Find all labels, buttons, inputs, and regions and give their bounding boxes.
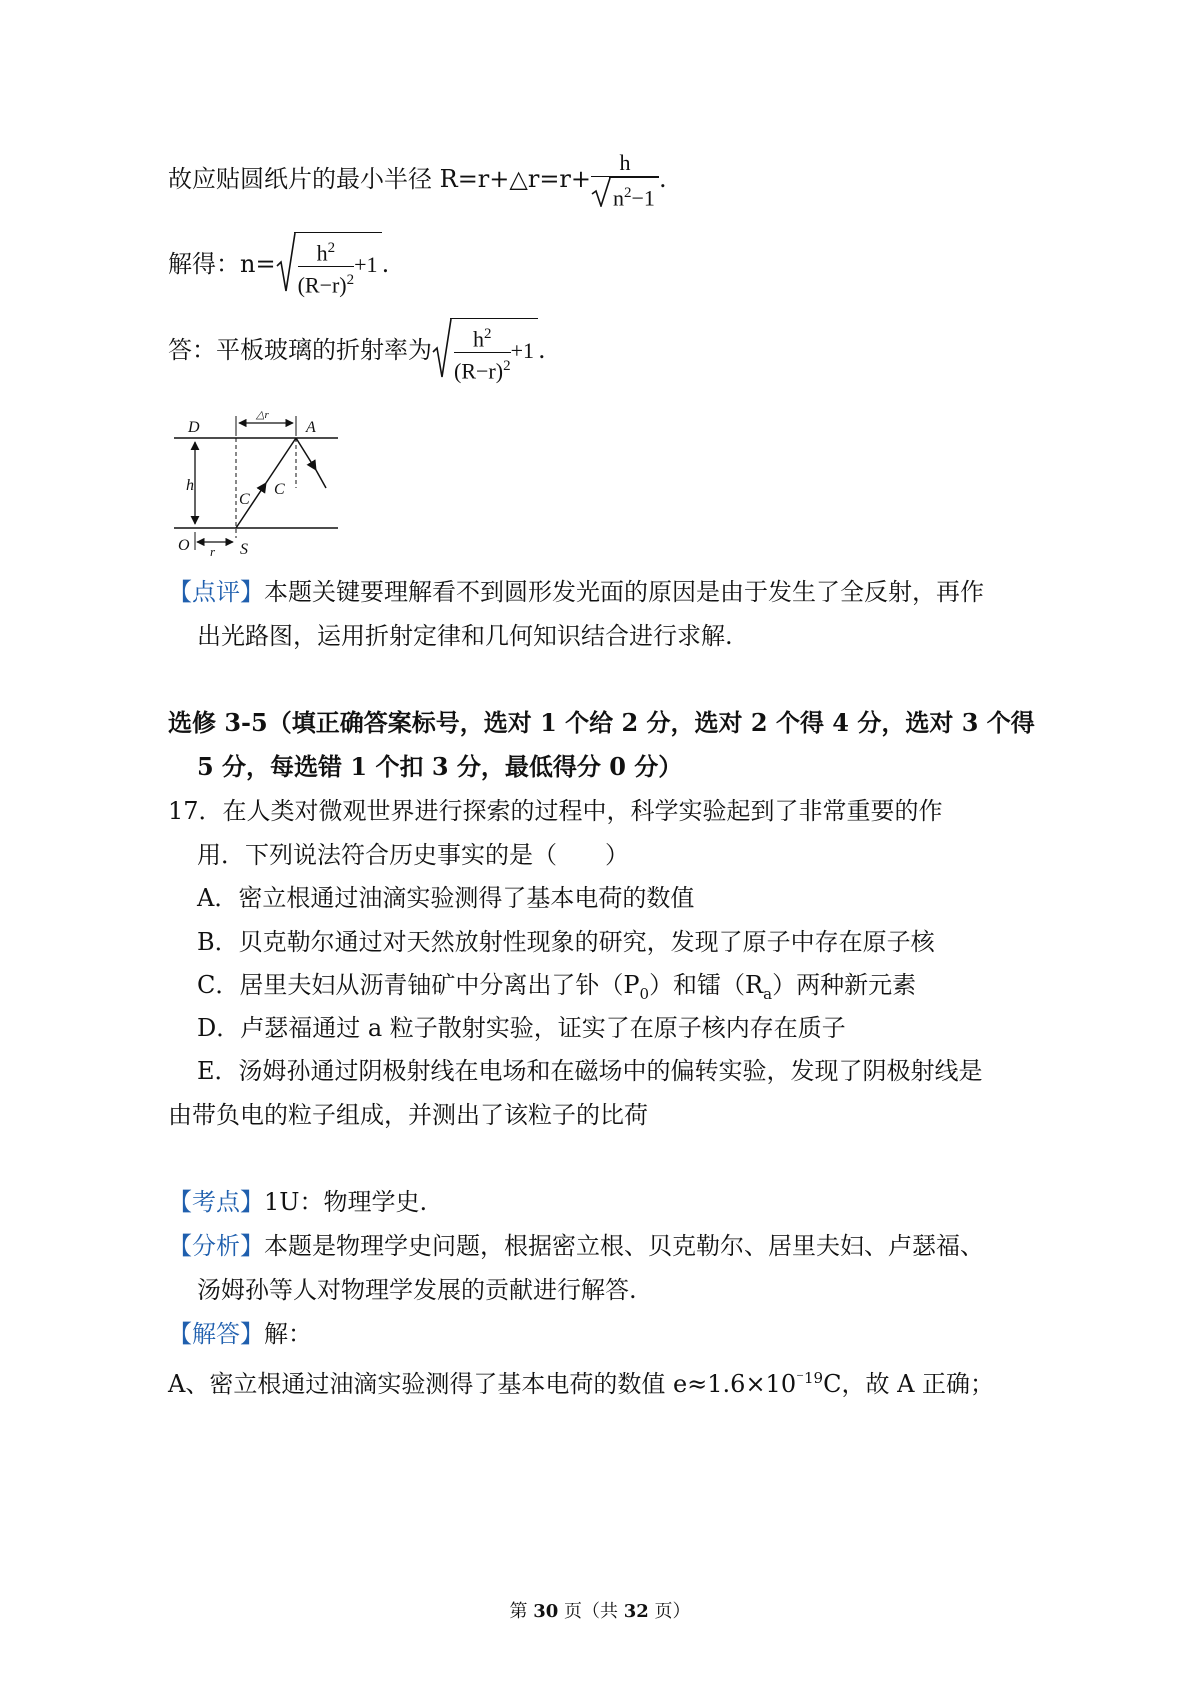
jieda-text: 解： [264, 1320, 312, 1348]
page-footer [0, 1600, 1200, 1624]
den-base: (R−r) [297, 272, 347, 298]
den-exp: 2 [624, 185, 632, 201]
fraction-denominator [591, 177, 659, 211]
kaodian-tag: 【考点】 [168, 1188, 264, 1216]
solve-text: 解得：n= [168, 249, 276, 278]
min-radius-line [168, 150, 667, 211]
den-exp: 2 [346, 272, 355, 289]
solve-line [168, 232, 389, 299]
comment-line-2 [197, 620, 733, 652]
sqrt-tail: +1 [510, 337, 534, 363]
fenxi-line-2 [197, 1274, 637, 1306]
subscript: 0 [639, 984, 650, 1003]
line-suffix: . [658, 165, 667, 194]
exponent: ⁻19 [796, 1369, 824, 1387]
fenxi-text-2: 汤姆孙等人对物理学发展的贡献进行解答. [197, 1276, 637, 1304]
section-header-2 [197, 751, 682, 783]
comment-text: 本题关键要理解看不到圆形发光面的原因是由于发生了全反射，再作 [264, 578, 984, 606]
label-delta-r: △r [256, 409, 269, 421]
fenxi-text: 本题是物理学史问题，根据密立根、贝克勒尔、居里夫妇、卢瑟福、 [264, 1232, 984, 1260]
den-base: (R−r) [454, 358, 504, 384]
fraction-numerator: h [591, 150, 659, 177]
fenxi-tag: 【分析】 [168, 1232, 264, 1260]
label-a: A [306, 419, 316, 436]
label-d: D [188, 419, 200, 436]
section-text: 选修 3-5（填正确答案标号，选对 1 个给 2 分，选对 2 个得 4 分，选对 3 个得 [168, 708, 1035, 737]
label-r: r [210, 544, 216, 558]
option-e-text: E．汤姆孙通过阴极射线在电场和在磁场中的偏转实验，发现了阴极射线是 [197, 1057, 983, 1085]
sqrt-sign-icon [432, 318, 452, 378]
option-d-text: D．卢瑟福通过 a 粒子散射实验，证实了在原子核内存在质子 [197, 1014, 846, 1042]
footer-pre: 第 [509, 1601, 534, 1622]
sqrt-expression [591, 177, 659, 211]
option-e-text-2: 由带负电的粒子组成，并测出了该粒子的比荷 [168, 1101, 648, 1129]
comment-text-2: 出光路图，运用折射定律和几何知识结合进行求解. [197, 622, 733, 650]
incident-ray-upper [266, 438, 296, 483]
index-fraction [454, 321, 511, 385]
num-exp: 2 [327, 240, 336, 256]
question-text: 17．在人类对微观世界进行探索的过程中，科学实验起到了非常重要的作 [168, 797, 943, 825]
option-a-text: A．密立根通过油滴实验测得了基本电荷的数值 [197, 884, 695, 912]
option-b-text: B．贝克勒尔通过对天然放射性现象的研究，发现了原子中存在原子核 [197, 928, 935, 956]
sqrt-sign-icon [276, 232, 296, 292]
label-s: S [240, 541, 248, 558]
option-c [197, 969, 916, 1010]
question-17-line-1 [168, 795, 943, 827]
sqrt-expression [432, 318, 538, 385]
footer-mid: 页（共 [558, 1601, 624, 1622]
kaodian-line [168, 1186, 427, 1218]
question-text-2: 用．下列说法符合历史事实的是（ ） [197, 841, 629, 869]
option-b [197, 926, 935, 958]
jieda-tag: 【解答】 [168, 1320, 264, 1348]
option-c-post: ）两种新元素 [772, 971, 917, 999]
answer-line [168, 318, 546, 385]
kaodian-text: 1U：物理学史. [264, 1188, 428, 1216]
section-header-1 [168, 707, 1035, 739]
option-d [197, 1012, 846, 1044]
num-base: h [316, 240, 328, 266]
option-e-1 [197, 1055, 983, 1087]
section-text-2: 5 分，每选错 1 个扣 3 分，最低得分 0 分） [197, 752, 683, 781]
sqrt-tail: +1 [354, 251, 378, 277]
den-base: n [613, 185, 625, 211]
den-exp: 2 [503, 358, 511, 375]
answer-a-post: C，故 A 正确； [823, 1370, 995, 1398]
label-c1: C [239, 491, 250, 508]
option-e-2 [168, 1099, 648, 1131]
page-number: 30 [533, 1601, 559, 1622]
footer-post: 页） [648, 1601, 691, 1622]
reflected-ray-tail [316, 470, 326, 488]
page-total: 32 [623, 1601, 649, 1622]
reflected-ray [296, 438, 316, 470]
answer-a-text: A、密立根通过油滴实验测得了基本电荷的数值 e≈1.6×10 [168, 1370, 797, 1398]
light-path-diagram [160, 408, 350, 558]
option-a [197, 882, 694, 914]
sqrt-expression [276, 232, 382, 299]
option-c-mid: ）和镭（R [649, 971, 764, 999]
question-17-line-2 [197, 839, 629, 871]
label-c2: C [274, 481, 285, 498]
num-exp: 2 [484, 326, 492, 342]
jieda-line [168, 1318, 312, 1350]
answer-text: 答：平板玻璃的折射率为 [168, 335, 432, 364]
label-o: O [178, 537, 190, 554]
option-c-text: C．居里夫妇从沥青铀矿中分离出了钋（P [197, 971, 640, 999]
line-suffix: . [381, 249, 390, 278]
comment-tag: 【点评】 [168, 578, 264, 606]
subscript: a [763, 984, 773, 1003]
num-base: h [473, 326, 485, 352]
label-h: h [186, 477, 194, 494]
index-fraction [298, 235, 355, 299]
min-radius-fraction [591, 150, 659, 211]
den-tail: −1 [631, 185, 655, 211]
answer-a-line [168, 1362, 994, 1400]
comment-line-1 [168, 576, 984, 608]
sqrt-sign-icon [591, 177, 611, 207]
min-radius-text: 故应贴圆纸片的最小半径 R=r+△r=r+ [168, 165, 592, 194]
line-suffix: . [537, 335, 546, 364]
fenxi-line-1 [168, 1230, 984, 1262]
